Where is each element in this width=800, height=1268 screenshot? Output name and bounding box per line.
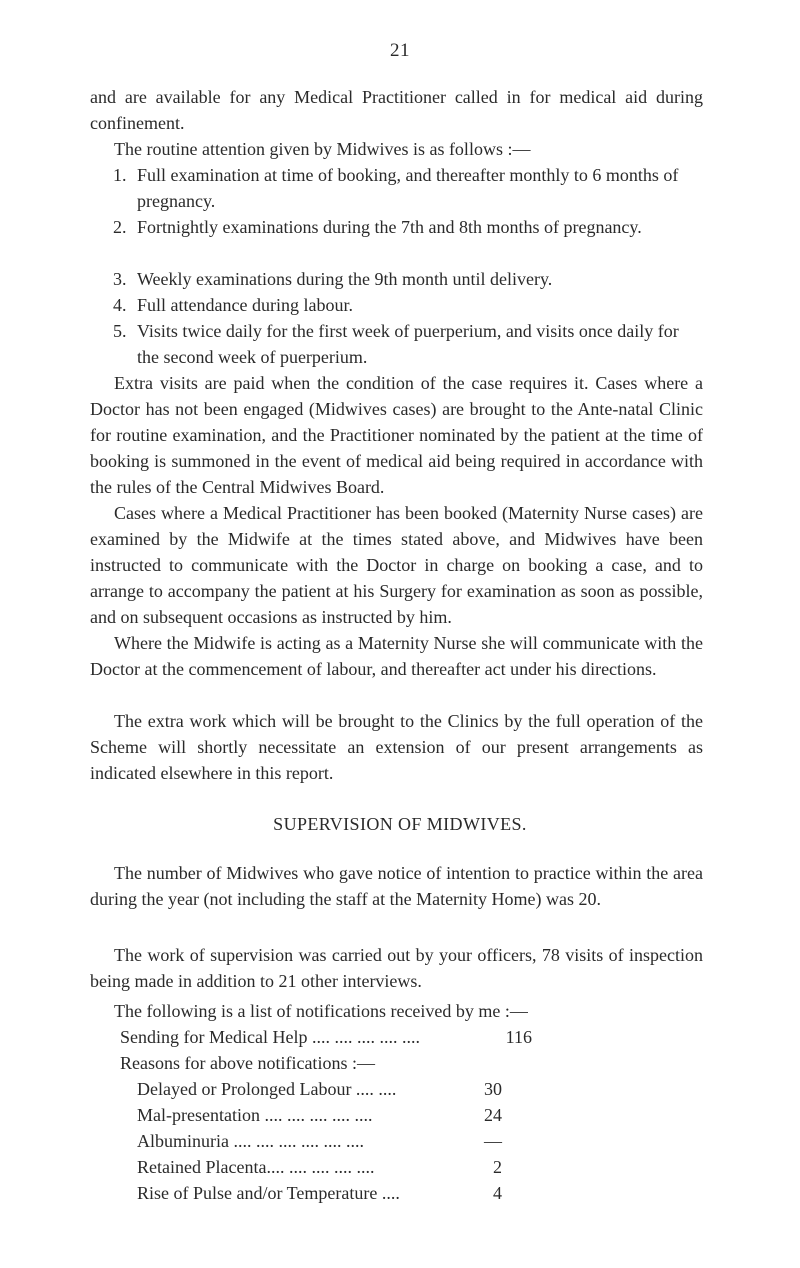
routine-item <box>113 214 703 240</box>
routine-item <box>113 162 703 214</box>
routine-item <box>113 292 703 318</box>
reason-label: Mal-presentation .... .... .... .... .... <box>137 1105 373 1125</box>
reason-value: 24 <box>484 1105 502 1125</box>
reason-label: Albuminuria .... .... .... .... .... .... <box>137 1131 364 1151</box>
routine-item-number: 5. <box>113 321 127 341</box>
reason-value: 4 <box>493 1183 502 1203</box>
routine-item <box>113 318 703 370</box>
routine-item-number: 1. <box>113 165 127 185</box>
extra-work-paragraph: The extra work which will be brought to the Clinics by the full operation of the Scheme will shortly necessitate an extension of our present arrangements as indicated elsewhere in this report. <box>90 711 703 783</box>
intro-paragraph: and are available for any Medical Practitioner called in for medical aid during confinement. <box>90 87 703 133</box>
reason-label: Retained Placenta.... .... .... .... .... <box>137 1157 375 1177</box>
extra-visits-paragraph: Extra visits are paid when the condition of the case requires it. Cases where a Doctor has not been engaged (Midwives cases) are brought to the Ante-natal Clinic for routine examination, and the Practitioner nominated by the patient at the time of booking is summoned in the event of medical aid being required in accordance with the rules of the Central Midwives Board. <box>90 373 703 497</box>
notification-value: 116 <box>505 1027 532 1047</box>
section-heading: SUPERVISION OF MIDWIVES. <box>273 814 527 834</box>
routine-intro: The routine attention given by Midwives is as follows :— <box>114 139 531 159</box>
reason-label: Delayed or Prolonged Labour .... .... <box>137 1079 397 1099</box>
notification-label: Sending for Medical Help .... .... .... .... .... <box>120 1027 420 1047</box>
routine-item-number: 2. <box>113 217 127 237</box>
routine-item-text: Fortnightly examinations during the 7th and 8th months of pregnancy. <box>137 217 642 237</box>
document-page: 21 and are available for any Medical Practitioner called in for medical aid during confinement. The routine attention given by Midwives is as follows :— 1. Full examination at time of booking, and thereafter monthly to 6 months of pregnancy. 2. Fortnightly examinations during the 7th and 8th months of pregnancy. 3. Weekly examinations during the 9th month until delivery. 4. Full attendance during labour. 5. Visits twice daily for the first week of puerperium, and visits once daily for the second week of puerperium. Extra visits are paid when the condition of the case requires it. Cases where a Doctor has not been engaged (Midwives cases) are brought to the Ante-natal Clinic for routine examination, and the Practitioner nominated by the patient at the time of booking is summoned in the event of medical aid being required in accordance with the rules of the Central Midwives Board. Cases where a Medical Practitioner has been booked (Maternity Nurse cases) are examined by the Midwife at the times stated above, and Midwives have been instructed to communicate with the Doctor in charge on booking a case, and to arrange to accompany the patient at his Surgery for examination as soon as possible, and on subsequent occasions as instructed by him. Where the Midwife is acting as a Maternity Nurse she will communicate with the Doctor at the commencement of labour, and thereafter act under his directions. The extra work which will be brought to the Clinics by the full operation of the Scheme will shortly necessitate an extension of our present arrangements as indicated elsewhere in this report. SUPERVISION OF MIDWIVES. The number of Midwives who gave notice of intention to practice within the area during the year (not including the staff at the Maternity Home) was 20. The work of supervision was carried out by your officers, 78 visits of inspection being made in addition to 21 other interviews. The following is a list of notifications received by me :— Sending for Medical Help .... .... .... .... .... 116 Reasons for above notifications :— Delayed or Prolonged Labour .... .... 30 Mal-presentation .... .... .... .... .... 24 Albuminuria .... .... .... .... .... .... — Retained Placenta.... .... .... .... .... 2 Rise of Pulse and/or Temperature .... 4 <box>0 0 800 1268</box>
notice-paragraph: The number of Midwives who gave notice of intention to practice within the area during the year (not including the staff at the Maternity Home) was 20. <box>90 863 703 909</box>
reason-value: 2 <box>493 1157 502 1177</box>
reason-value: 30 <box>484 1079 502 1099</box>
routine-item-text: Full attendance during labour. <box>137 295 353 315</box>
reason-value: — <box>484 1131 502 1151</box>
routine-item <box>113 266 703 292</box>
supervision-paragraph: The work of supervision was carried out by your officers, 78 visits of inspection being made in addition to 21 other interviews. <box>90 945 703 991</box>
routine-item-text: Full examination at time of booking, and thereafter monthly to 6 months of pregnancy. <box>137 165 679 211</box>
routine-item-text: Visits twice daily for the first week of puerperium, and visits once daily for the second week of puerperium. <box>137 321 679 367</box>
routine-item-number: 4. <box>113 295 127 315</box>
notifications-intro: The following is a list of notifications received by me :— <box>114 1001 528 1021</box>
page-number: 21 <box>390 40 410 61</box>
reason-label: Rise of Pulse and/or Temperature .... <box>137 1183 400 1203</box>
maternity-nurse-paragraph: Where the Midwife is acting as a Maternity Nurse she will communicate with the Doctor at the commencement of labour, and thereafter act under his directions. <box>90 633 703 679</box>
medical-practitioner-paragraph: Cases where a Medical Practitioner has been booked (Maternity Nurse cases) are examined by the Midwife at the times stated above, and Midwives have been instructed to communicate with the Doctor in charge on booking a case, and to arrange to accompany the patient at his Surgery for examination as soon as possible, and on subsequent occasions as instructed by him. <box>90 503 703 627</box>
routine-item-number: 3. <box>113 269 127 289</box>
routine-item-text: Weekly examinations during the 9th month until delivery. <box>137 269 553 289</box>
